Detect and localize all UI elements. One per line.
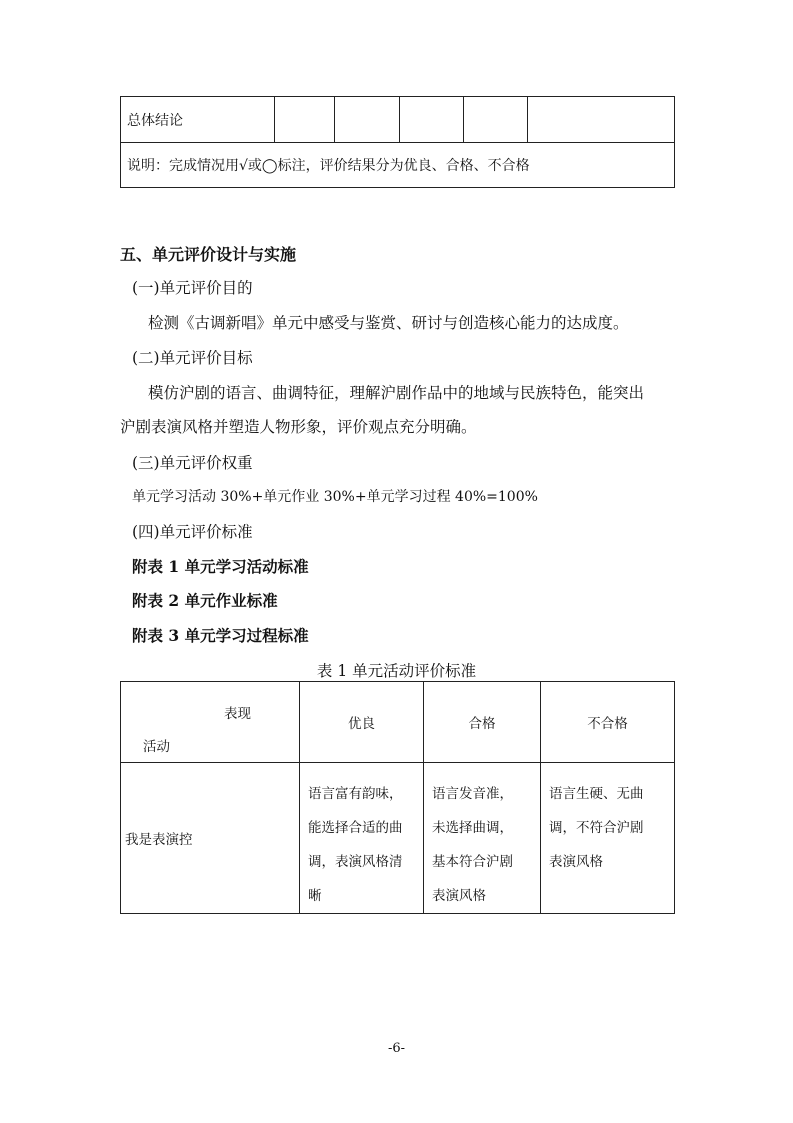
subsection-title: (三)单元评价权重 [132, 454, 253, 472]
appendix-title: 附表 3 单元学习过程标准 [132, 626, 309, 645]
conclusion-cell [400, 97, 464, 143]
subsection-title: (四)单元评价标准 [132, 523, 253, 541]
fail-criteria [541, 763, 675, 914]
criteria-line: 能选择合适的曲 [308, 820, 403, 836]
header-bottom-label: 活动 [143, 739, 170, 755]
summary-table [120, 96, 675, 188]
criteria-line: 表演风格 [432, 888, 486, 904]
conclusion-cell [335, 97, 400, 143]
appendix-title: 附表 2 单元作业标准 [132, 591, 278, 610]
column-header: 优良 [300, 682, 424, 763]
conclusion-cell [275, 97, 335, 143]
subsection-title: (一)单元评价目的 [132, 279, 253, 297]
criteria-line: 语言富有韵味， [308, 786, 403, 802]
criteria-line: 语言生硬、无曲 [549, 786, 644, 802]
paragraph: 检测《古调新唱》单元中感受与鉴赏、研讨与创造核心能力的达成度。 [148, 314, 629, 332]
header-top-label: 表现 [224, 706, 251, 722]
criteria-line: 未选择曲调， [432, 820, 513, 836]
paragraph: 沪剧表演风格并塑造人物形象，评价观点充分明确。 [120, 418, 477, 436]
criteria-line: 晰 [308, 888, 322, 904]
criteria-line: 调，不符合沪剧 [549, 820, 644, 836]
paragraph: 模仿沪剧的语言、曲调特征，理解沪剧作品中的地域与民族特色，能突出 [148, 384, 645, 402]
criteria-line: 语言发音准， [432, 786, 513, 802]
conclusion-cell [528, 97, 675, 143]
paragraph: 单元学习活动 30%+单元作业 30%+单元学习过程 40%=100% [132, 489, 538, 505]
column-header: 不合格 [541, 682, 675, 763]
conclusion-cell [464, 97, 528, 143]
criteria-line: 基本符合沪剧 [432, 854, 513, 870]
activity-name: 我是表演控 [121, 763, 300, 914]
page-number: -6- [387, 1041, 406, 1056]
diagonal-header-cell [121, 682, 300, 763]
criteria-line: 调，表演风格清 [308, 854, 403, 870]
conclusion-label: 总体结论 [121, 97, 275, 143]
table-note: 说明：完成情况用√或◯标注，评价结果分为优良、合格、不合格 [121, 143, 675, 188]
excellent-criteria [300, 763, 424, 914]
section-heading: 五、单元评价设计与实施 [120, 245, 297, 264]
table-caption: 表 1 单元活动评价标准 [316, 662, 477, 680]
subsection-title: (二)单元评价目标 [132, 349, 253, 367]
criteria-line: 表演风格 [549, 854, 603, 870]
pass-criteria [424, 763, 541, 914]
column-header: 合格 [424, 682, 541, 763]
appendix-title: 附表 1 单元学习活动标准 [132, 557, 309, 576]
evaluation-table [120, 681, 675, 914]
